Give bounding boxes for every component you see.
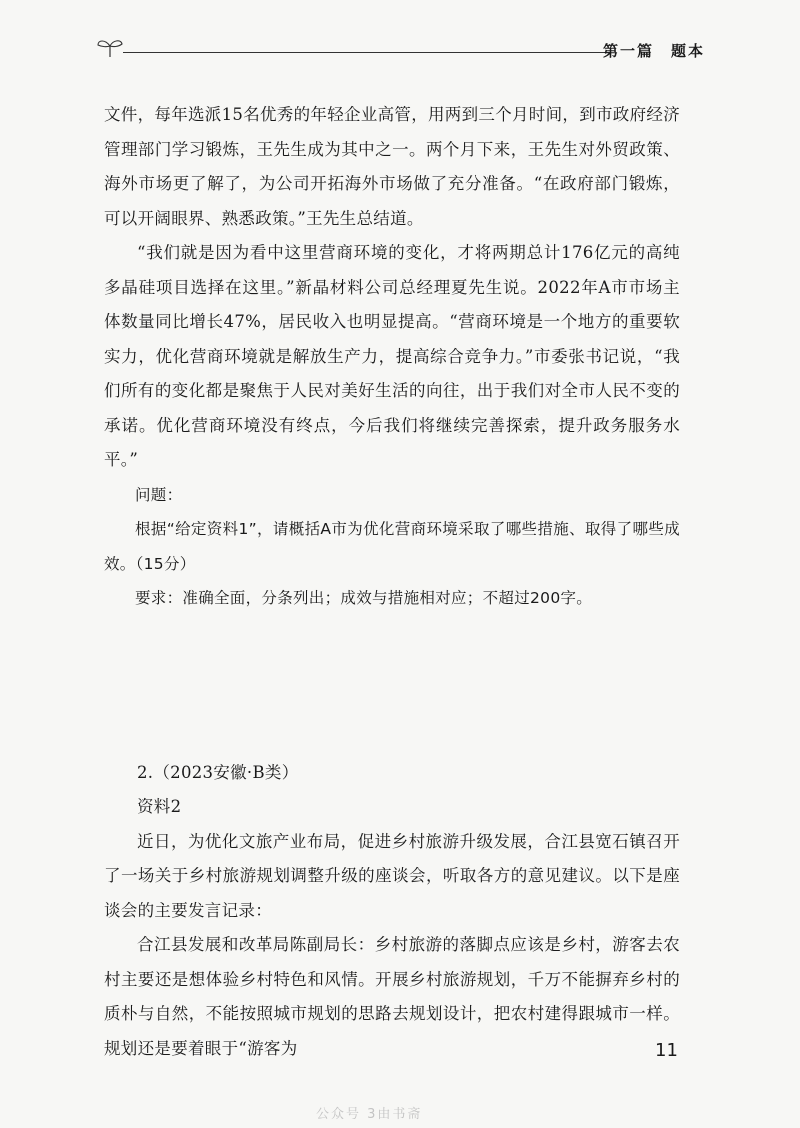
question2-heading: 2.（2023安徽·B类） <box>137 762 299 782</box>
header-rule <box>123 52 610 53</box>
question1-prompt: 根据“给定资料1”，请概括A市为优化营商环境采取了哪些措施、取得了哪些成效。（15分） <box>104 520 680 573</box>
question2-material-label: 资料2 <box>137 797 182 816</box>
question2-paragraph-speech: 合江县发展和改革局陈副局长：乡村旅游的落脚点应该是乡村，游客去农村主要还是想体验乡村特色和风情。开展乡村旅游规划，千万不能摒弃乡村的质朴与自然，不能按照城市规划的思路去规划设计，把农村建得跟城市一样。规划还是要着眼于“游客为 <box>104 935 680 1058</box>
question1-label: 问题： <box>135 485 183 504</box>
page-body <box>104 98 680 1066</box>
watermark: 公众号 3由书斋 <box>316 1107 423 1122</box>
passage1-paragraph-quote: “我们就是因为看中这里营商环境的变化，才将两期总计176亿元的高纯多晶硅项目选择在这里。”新晶材料公司总经理夏先生说。2022年A市市场主体数量同比增长47%，居民收入也明显提高。“营商环境是一个地方的重要软实力，优化营商环境就是解放生产力，提高综合竞争力。”市委张书记说，“我们所有的变化都是聚焦于人民对美好生活的向往，出于我们对全市人民不变的承诺。优化营商环境没有终点，今后我们将继续完善探索，提升政务服务水平。” <box>104 243 680 469</box>
question1-requirement: 要求：准确全面，分条列出；成效与措施相对应；不超过200字。 <box>135 589 593 607</box>
section-title: 第一篇 题本 <box>602 42 705 60</box>
page-number: 11 <box>655 1040 678 1061</box>
page-header <box>95 32 705 62</box>
sprout-icon <box>95 36 125 58</box>
section-gap <box>104 616 680 756</box>
passage1-paragraph-continued: 文件，每年选派15名优秀的年轻企业高管，用两到三个月时间，到市政府经济管理部门学习锻炼，王先生成为其中之一。两个月下来，王先生对外贸政策、海外市场更了解了，为公司开拓海外市场做了充分准备。“在政府部门锻炼，可以开阔眼界、熟悉政策。”王先生总结道。 <box>104 105 680 228</box>
question2-paragraph-intro: 近日，为优化文旅产业布局，促进乡村旅游升级发展，合江县宽石镇召开了一场关于乡村旅游规划调整升级的座谈会，听取各方的意见建议。以下是座谈会的主要发言记录： <box>104 831 680 920</box>
